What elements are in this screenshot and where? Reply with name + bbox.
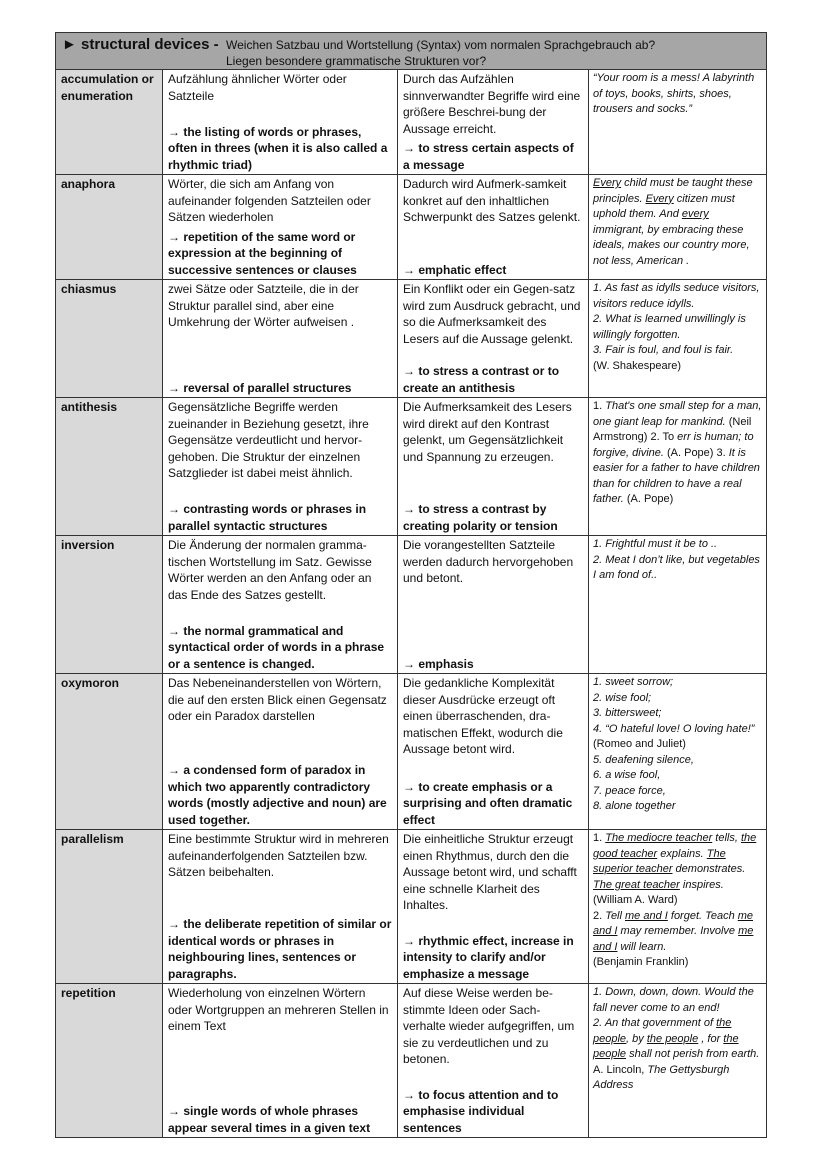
device-term: parallelism [56, 830, 163, 983]
effect-english: → emphasis [403, 656, 474, 671]
table-row [56, 280, 766, 398]
example-cell [589, 280, 766, 397]
example-text: Every [593, 177, 622, 189]
example-text: The mediocre teacher [605, 832, 713, 844]
definition-german: Das Nebeneinanderstellen von Wörtern, die auf den ersten Blick einen Gegensatz oder ein Paradox darstellen [168, 676, 387, 723]
guiding-question-2: Liegen besondere grammatische Strukturen vor? [226, 54, 487, 68]
example-text: (Neil Armstrong) 2. To [593, 415, 752, 443]
example-text: will learn. [617, 940, 667, 953]
example-text: The superior teacher [593, 847, 726, 875]
example-cell [589, 175, 766, 279]
example-text: (Romeo and Juliet) [593, 738, 686, 750]
table-header [56, 33, 766, 70]
example-text: 5. deafening silence, [593, 753, 694, 766]
table-row [56, 536, 766, 674]
effect-cell [398, 984, 589, 1137]
example-line [593, 312, 762, 343]
example-text: the people [593, 1017, 732, 1045]
example-text: “Your room is a mess! A labyrinth of toys, books, shirts, shoes, trousers and socks.” [593, 72, 755, 115]
example-text: (W. Shakespeare) [593, 359, 682, 372]
example-line [593, 768, 762, 784]
device-term: repetition [56, 984, 163, 1137]
effect-english: → rhythmic effect, increase in intensity to clarify and/or emphasize a message [403, 933, 574, 981]
effect-german: Die Aufmerksamkeit des Lesers wird direkt auf den Kontrast gelenkt, um Gegensätzlichkeit und Spannung zu erzeugen. [403, 400, 572, 464]
example-text: The Gettysburgh Address [593, 1063, 730, 1091]
example-text: the people [593, 1032, 739, 1060]
example-text: 1. As fast as idylls seduce visitors, visitors reduce idylls. [593, 282, 760, 310]
definition-cell [163, 280, 398, 397]
effect-cell [398, 830, 589, 983]
definition-german: zwei Sätze oder Satzteile, die in der Struktur parallel sind, aber eine Umkehrung der Wörter aufweisen . [168, 282, 359, 329]
definition-english: → contrasting words or phrases in parallel syntactic structures [168, 502, 367, 533]
example-line [593, 691, 762, 707]
guiding-question-1: Weichen Satzbau und Wortstellung (Syntax) vom normalen Sprachgebrauch ab? [226, 38, 656, 52]
example-text: 1. Frightful must it be to .. [593, 538, 718, 550]
example-text: 6. a wise fool, [593, 769, 661, 781]
table-row [56, 175, 766, 280]
example-line [593, 985, 762, 1016]
example-line [593, 553, 762, 584]
table-row [56, 984, 766, 1137]
example-text: demonstrates. [672, 863, 746, 875]
device-term: antithesis [56, 398, 163, 535]
device-term: chiasmus [56, 280, 163, 397]
example-text: the people [646, 1032, 699, 1045]
table-row [56, 674, 766, 830]
example-text: 4. “O hateful love! O loving hate!” [593, 722, 755, 735]
example-text: 1. sweet sorrow; [593, 676, 674, 688]
effect-english: → to focus attention and to emphasise individual sentences [403, 1087, 559, 1135]
effect-english: → to stress a contrast by creating polarity or tension [403, 502, 558, 533]
effect-german: Auf diese Weise werden be-stimmte Ideen oder Sach-verhalte wieder aufgegriffen, um sie zu verdeutlichen und zu betonen. [403, 986, 575, 1066]
example-text: every [681, 208, 709, 220]
effect-cell [398, 280, 589, 397]
example-text: Every [645, 192, 674, 205]
example-line [593, 71, 762, 118]
example-text: forget. Teach [667, 909, 738, 922]
effect-cell [398, 674, 589, 829]
effect-cell [398, 70, 589, 174]
example-text: , by [626, 1032, 647, 1045]
definition-english: → the listing of words or phrases, often in threes (when it is also called a rhythmic triad) [168, 124, 388, 172]
example-line [593, 955, 762, 971]
definition-english: → single words of whole phrases appear several times in a given text [168, 1104, 371, 1135]
example-cell [589, 70, 766, 174]
example-line [593, 831, 762, 893]
effect-cell [398, 398, 589, 535]
example-text: 7. peace force, [593, 784, 666, 797]
example-line [593, 722, 762, 753]
example-cell [589, 984, 766, 1137]
example-line [593, 909, 762, 956]
example-text: (A. Pope) 3. [663, 446, 729, 459]
effect-german: Die gedankliche Komplexität dieser Ausdrücke erzeugt oft einen überraschenden, dra-matischen Effekt, wodurch die Aussage betont wird. [403, 676, 563, 756]
example-text: It is easier for a father to have children than for children to have a real father. [593, 446, 760, 505]
definition-german: Aufzählung ähnlicher Wörter oder Satzteile [168, 72, 347, 103]
example-text: explains. [657, 847, 707, 860]
example-line [593, 753, 762, 769]
example-line [593, 343, 762, 359]
example-line [593, 799, 762, 815]
example-line [593, 1063, 762, 1094]
definition-cell [163, 70, 398, 174]
example-text: 2. [593, 909, 606, 922]
definition-cell [163, 536, 398, 673]
table-row [56, 70, 766, 175]
effect-german: Durch das Aufzählen sinnverwandter Begriffe wird eine größere Beschrei-bung der Aussage erreicht. [403, 72, 581, 136]
example-line [593, 399, 762, 508]
example-text: 3. bittersweet; [593, 707, 662, 719]
example-text: 1. [593, 400, 606, 412]
definition-german: Eine bestimmte Struktur wird in mehreren aufeinanderfolgenden Satzteilen bzw. Sätzen beibehalten. [168, 832, 389, 879]
definition-cell [163, 398, 398, 535]
example-text: 1. Down, down, down. Would the fall never come to an end! [593, 986, 754, 1014]
example-text: inspires. [679, 878, 724, 891]
effect-cell [398, 536, 589, 673]
device-term: accumulation or enumeration [56, 70, 163, 174]
example-text: 2. Meat I don’t like, but vegetables I am fond of.. [593, 553, 760, 581]
definition-german: Wörter, die sich am Anfang von aufeinander folgenden Satzteilen oder Sätzen wiederholen [168, 177, 371, 224]
definition-english: → reversal of parallel structures [168, 380, 352, 395]
table-row [56, 830, 766, 984]
example-cell [589, 536, 766, 673]
effect-german: Dadurch wird Aufmerk-samkeit konkret auf den inhaltlichen Schwerpunkt des Satzes gelenkt. [403, 177, 581, 224]
example-line [593, 359, 762, 375]
definition-german: Die Änderung der normalen gramma-tischen Wortstellung im Satz. Gewisse Wörter werden an den Anfang oder an das Ende des Satzes gestellt. [168, 538, 372, 602]
example-text: immigrant, by embracing these ideals, makes our country more, not less, American . [593, 223, 750, 267]
example-text: (William A. Ward) [593, 894, 678, 906]
example-text: That's one small step for a man, one giant leap for mankind. [593, 400, 762, 428]
example-text: may remember. Involve [617, 925, 739, 937]
example-text: 2. An that government of [593, 1017, 717, 1029]
example-line [593, 1016, 762, 1063]
definition-english: → the normal grammatical and syntactical order of words in a phrase or a sentence is changed. [168, 623, 385, 671]
example-cell [589, 398, 766, 535]
definition-english: → a condensed form of paradox in which two apparently contradictory words (mostly adjective and noun) are used together. [168, 763, 387, 827]
example-text: , for [698, 1032, 724, 1045]
example-text: tells, [712, 832, 741, 844]
example-line [593, 176, 762, 269]
definition-german: Gegensätzliche Begriffe werden zueinander in Beziehung gesetzt, ihre Gegensätze verdeutlicht und hervor-gehoben. Die Struktur der einzelnen Satzglieder ist dabei meist ähnlich. [168, 400, 369, 480]
table-row [56, 398, 766, 536]
effect-english: → emphatic effect [403, 262, 507, 277]
example-text: 2. What is learned unwillingly is willingly forgotten. [593, 313, 746, 341]
definition-cell [163, 984, 398, 1137]
example-text: (Benjamin Franklin) [593, 956, 689, 968]
example-line [593, 675, 762, 691]
effect-english: → to stress a contrast or to create an antithesis [403, 364, 560, 395]
example-text: child must be taught these principles. [593, 177, 753, 205]
example-text: A. Lincoln, [593, 1063, 648, 1076]
example-text: me and I [593, 909, 754, 937]
example-text: citizen must uphold them. And [593, 192, 735, 220]
definition-cell [163, 175, 398, 279]
example-cell [589, 674, 766, 829]
example-line [593, 281, 762, 312]
effect-german: Ein Konflikt oder ein Gegen-satz wird zum Ausdruck gebracht, und so die Aufmerksamkeit des Lesers auf die Aussage gelenkt. [403, 282, 581, 346]
definition-english: → repetition of the same word or expression at the beginning of successive sentences or clauses [168, 229, 357, 277]
example-text: 8. alone together [593, 800, 676, 812]
section-title: ► structural devices - [62, 36, 219, 53]
definition-german: Wiederholung von einzelnen Wörtern oder Wortgruppen an mehreren Stellen in einem Text [168, 986, 389, 1033]
example-text: me and I [625, 909, 668, 922]
effect-german: Die einheitliche Struktur erzeugt einen Rhythmus, durch den die Aussage betont wird, und schafft eine schnelle Klarheit des Inhaltes. [403, 832, 577, 912]
example-text: shall not perish from earth. [626, 1048, 760, 1060]
effect-german: Die vorangestellten Satzteile werden dadurch hervorgehoben und betont. [403, 538, 574, 585]
structural-devices-table [55, 32, 767, 1138]
example-text: 1. [593, 832, 606, 844]
example-line [593, 784, 762, 800]
effect-cell [398, 175, 589, 279]
example-text: (A. Pope) [623, 493, 674, 505]
device-term: oxymoron [56, 674, 163, 829]
example-text: Tell [605, 909, 626, 922]
example-text: 3. Fair is foul, and foul is fair. [593, 344, 734, 356]
definition-cell [163, 830, 398, 983]
device-term: inversion [56, 536, 163, 673]
example-text: err is human; to forgive, divine. [593, 431, 754, 459]
example-text: me and I [593, 925, 754, 953]
example-text: the good teacher [593, 832, 757, 860]
definition-cell [163, 674, 398, 829]
effect-english: → to stress certain aspects of a message [403, 141, 574, 172]
definition-english: → the deliberate repetition of similar or identical words or phrases in neighbouring lines, sentences or paragraphs. [168, 917, 392, 981]
effect-english: → to create emphasis or a surprising and often dramatic effect [403, 779, 573, 827]
example-cell [589, 830, 766, 983]
example-text: 2. wise fool; [593, 691, 652, 704]
example-line [593, 893, 762, 909]
example-text: The great teacher [593, 878, 680, 891]
example-line [593, 706, 762, 722]
example-line [593, 537, 762, 553]
device-term: anaphora [56, 175, 163, 279]
